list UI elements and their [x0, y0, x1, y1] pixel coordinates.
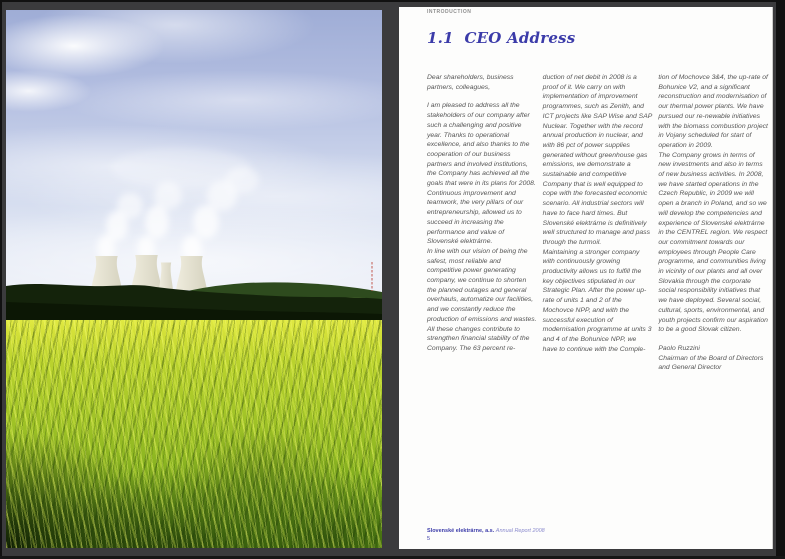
signature-role: Chairman of the Board of Directors	[658, 354, 764, 362]
body-paragraph: I am pleased to address all the stakeholders of our company after such a challenging and positive year. Thanks to operational excellence, and also thanks to the cooperation of our business partners and involved institutions, the Company has achieved all the goals that were in its plans for 2008. Continuous improvement and teamwork, the very pillars of our entrepreneurship, allowed us to succeed in increasing the performance and value of Slovenské elektrárne.	[427, 102, 536, 246]
ceo-address-page	[399, 7, 773, 549]
cover-photo-page	[6, 10, 382, 548]
body-paragraph: In line with our vision of being the safest, most reliable and competitive power generating company, we continue to shorten the planned outages and general overhauls, automatize our facilities, and we constantly reduce the production of emissions and wastes. All these changes contribute to strengthen financial stability of the Company. The 63 percent re-	[427, 247, 537, 352]
footer-company: Slovenské elektrárne, a.s.	[427, 528, 495, 534]
footer-page-number: 5	[427, 536, 431, 542]
page-footer	[427, 527, 545, 543]
steam-plumes	[97, 148, 259, 261]
power-plant-scene	[6, 10, 382, 320]
body-paragraph: Dear shareholders, business partners, colleagues,	[427, 74, 514, 91]
body-paragraph: The Company grows in terms of new investments and also in terms of new business activities. In 2008, we have started operations in the Czech Republic, in 2009 we will open a branch in Poland, and so we will develop the competencies and experience of Slovenské elektrárne in the CENTREL region. We respect our commitment towards our employees through People Care programme, and communities living in vicinity of our plants and all over Slovakia through the corporate social responsibility initiatives that we have deployed. Several social, cultural, sports, environmental, and youth projects confirm our aspiration to be a good Slovak citizen.	[658, 151, 768, 334]
section-title: 1.1 CEO Address	[427, 29, 576, 47]
signature-block	[658, 344, 768, 373]
cooling-towers	[91, 255, 207, 290]
body-paragraph: duction of net debit in 2008 is a proof of it. We carry on with implementation of improvement programmes, such as Zenith, and ICT projects like SAP Wise and SAP Nuclear. Together with the record annual production in nuclear, and with 86 pct of power supplies generated without greenhouse gas emissions, we demonstrate a sustainable and competitive Company that is well equipped to cope with the forecasted economic scenario. All industrial sectors will have to face hard times. But Slovenské elektrárne is definitively well structured to manage and pass through the turmoil.	[542, 74, 653, 246]
footer-report-title: Annual Report 2008	[495, 528, 545, 534]
signature-role: and General Director	[658, 364, 722, 372]
body-columns	[427, 73, 768, 373]
text-column-1	[427, 73, 537, 373]
section-eyebrow: INTRODUCTION	[427, 9, 472, 15]
frame-right-edge	[776, 0, 785, 559]
body-paragraph: tion of Mochovce 3&4, the up-rate of Bohunice V2, and a significant reconstruction and modernisation of our thermal power plants. We have pursued our re-newable initiatives with the biomass combustion project in Vojany scheduled for start of operation in 2009.	[658, 74, 768, 149]
body-paragraph: Maintaining a stronger company with continuously growing productivity allows us to fulfill the key objectives stipulated in our Strategic Plan. After the power up-rate of units 1 and 2 of the Mochovce NPP, and with the successful execution of modernisation programme at units 3 and 4 of the Bohunice NPP, we have to continue with the Comple-	[542, 248, 652, 353]
photo-wheat-field	[6, 308, 382, 548]
signature-name: Paolo Ruzzini	[658, 344, 700, 352]
text-column-2	[543, 73, 653, 373]
text-column-3	[658, 73, 768, 373]
